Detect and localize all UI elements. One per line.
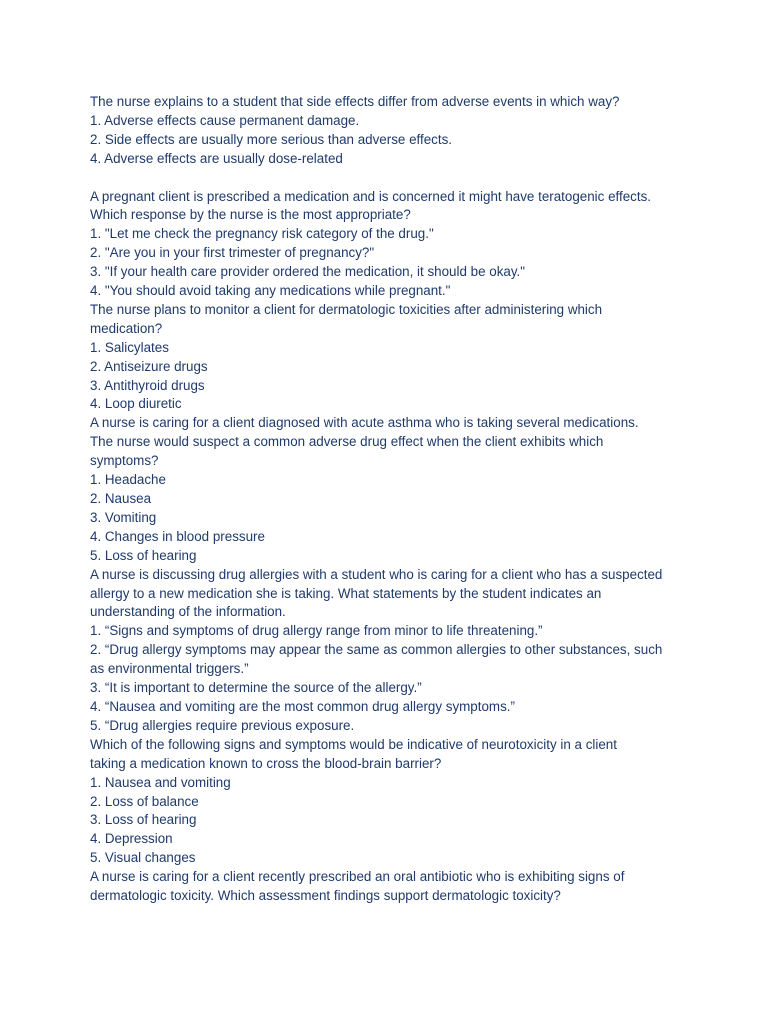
text-line: A nurse is caring for a client diagnosed with acute asthma who is taking several medications. xyxy=(90,415,639,431)
text-line: The nurse plans to monitor a client for dermatologic toxicities after administering which xyxy=(90,301,603,317)
question-block-2 xyxy=(90,188,690,906)
text-line: understanding of the information. xyxy=(90,604,286,620)
text-line: 2. Loss of balance xyxy=(90,793,199,809)
text-line: 2. Side effects are usually more serious than adverse effects. xyxy=(90,131,452,147)
text-line: A nurse is caring for a client recently prescribed an oral antibiotic who is exhibiting signs of xyxy=(90,869,625,885)
text-line: 4. Adverse effects are usually dose-related xyxy=(90,150,343,166)
text-line: 4. Loop diuretic xyxy=(90,396,182,412)
text-line: 4. “Nausea and vomiting are the most common drug allergy symptoms.” xyxy=(90,698,515,714)
text-line: taking a medication known to cross the blood-brain barrier? xyxy=(90,755,442,771)
text-line: The nurse explains to a student that side effects differ from adverse events in which way? xyxy=(90,94,620,109)
text-line: as environmental triggers.” xyxy=(90,661,249,677)
text-line: medication? xyxy=(90,320,163,336)
text-line: 2. “Drug allergy symptoms may appear the same as common allergies to other substances, such xyxy=(90,642,663,658)
text-line: Which response by the nurse is the most appropriate? xyxy=(90,207,411,223)
text-line: 4. Changes in blood pressure xyxy=(90,528,265,544)
text-line: 3. “It is important to determine the source of the allergy.” xyxy=(90,680,422,696)
text-line: 2. Antiseizure drugs xyxy=(90,358,208,374)
text-line: 4. "You should avoid taking any medications while pregnant." xyxy=(90,283,451,299)
text-line: 5. “Drug allergies require previous exposure. xyxy=(90,717,355,733)
text-line: 1. “Signs and symptoms of drug allergy range from minor to life threatening.” xyxy=(90,623,543,639)
text-line: 4. Depression xyxy=(90,831,173,847)
text-line: dermatologic toxicity. Which assessment findings support dermatologic toxicity? xyxy=(90,888,561,904)
text-line: 5. Visual changes xyxy=(90,850,196,866)
text-line: 1. Adverse effects cause permanent damage. xyxy=(90,112,360,128)
text-line: A pregnant client is prescribed a medication and is concerned it might have teratogenic effects. xyxy=(90,188,651,204)
text-line: A nurse is discussing drug allergies with a student who is caring for a client who has a suspected xyxy=(90,566,663,582)
text-line: 3. Loss of hearing xyxy=(90,812,197,828)
text-line: 1. "Let me check the pregnancy risk category of the drug." xyxy=(90,226,434,242)
text-line: 2. Nausea xyxy=(90,491,152,507)
text-line: symptoms? xyxy=(90,453,159,469)
text-line: 1. Nausea and vomiting xyxy=(90,774,231,790)
text-line: The nurse would suspect a common adverse drug effect when the client exhibits which xyxy=(90,434,604,450)
text-line: 2. "Are you in your first trimester of pregnancy?" xyxy=(90,245,375,261)
text-line: 5. Loss of hearing xyxy=(90,547,197,563)
text-line: 3. Vomiting xyxy=(90,509,157,525)
text-line: 3. Antithyroid drugs xyxy=(90,377,205,393)
text-line: allergy to a new medication she is taking. What statements by the student indicates an xyxy=(90,585,602,601)
document-page xyxy=(90,93,690,906)
question-block-1 xyxy=(90,93,690,169)
text-line: 3. "If your health care provider ordered the medication, it should be okay." xyxy=(90,264,526,280)
paragraph-gap xyxy=(90,169,690,188)
text-line: Which of the following signs and symptoms would be indicative of neurotoxicity in a client xyxy=(90,736,617,752)
text-line: 1. Headache xyxy=(90,472,166,488)
text-line: 1. Salicylates xyxy=(90,339,169,355)
